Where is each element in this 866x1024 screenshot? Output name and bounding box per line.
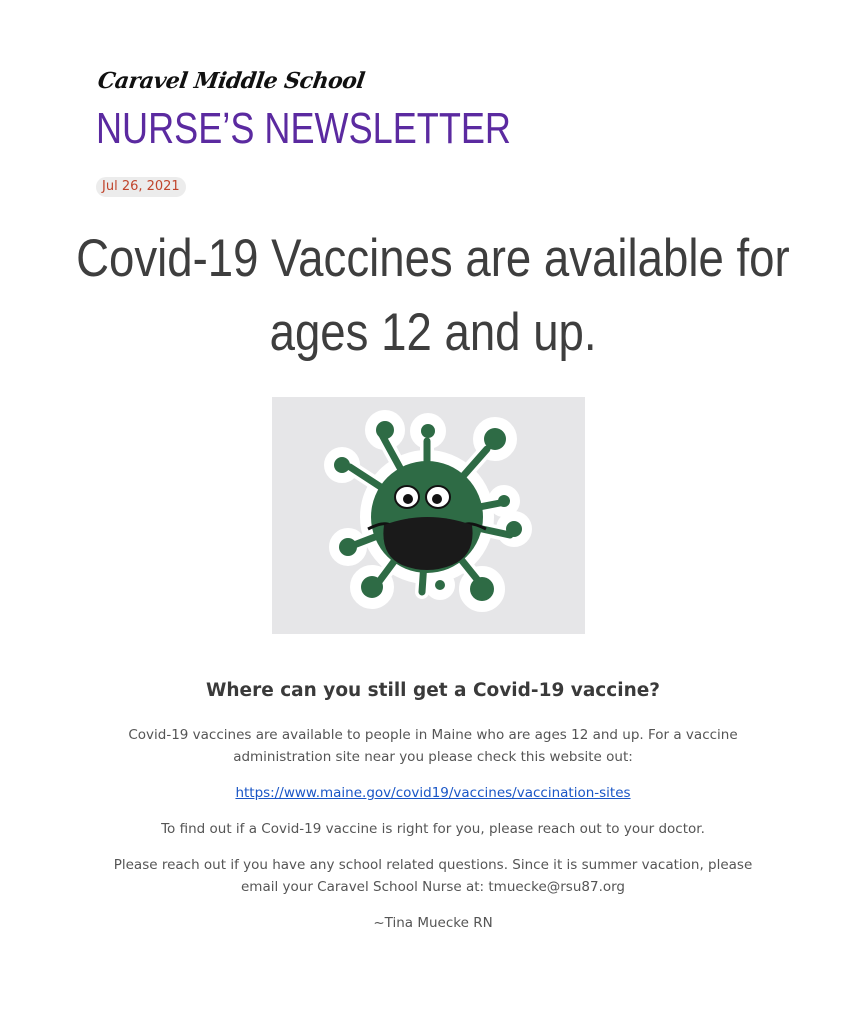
masked-virus-image <box>272 397 585 634</box>
doctor-advice-text: To find out if a Covid-19 vaccine is right for you, please reach out to your doctor. <box>161 821 705 837</box>
school-name: Caravel Middle School <box>96 68 367 94</box>
headline-line-1: Covid-19 Vaccines are available for <box>76 229 790 288</box>
section-heading: Where can you still get a Covid-19 vaccine? <box>205 680 661 701</box>
link-paragraph <box>100 782 766 804</box>
signature: ~Tina Muecke RN <box>373 915 493 931</box>
headline-line-2: ages 12 and up. <box>269 303 597 362</box>
date-badge: Jul 26, 2021 <box>96 177 186 197</box>
newsletter-title: NURSE’S NEWSLETTER <box>96 104 511 153</box>
headline <box>0 222 866 370</box>
contact-nurse-text: Please reach out if you have any school related questions. Since it is summer vacation, please email your Caravel School Nurse at: tmuecke@rsu87.org <box>113 857 753 895</box>
masked-virus-illustration <box>272 397 585 634</box>
vaccine-availability-text: Covid-19 vaccines are available to people in Maine who are ages 12 and up. For a vaccine administration site near you please check this website out: <box>128 727 738 765</box>
vaccination-sites-link[interactable]: https://www.maine.gov/covid19/vaccines/vaccination-sites <box>235 785 631 801</box>
